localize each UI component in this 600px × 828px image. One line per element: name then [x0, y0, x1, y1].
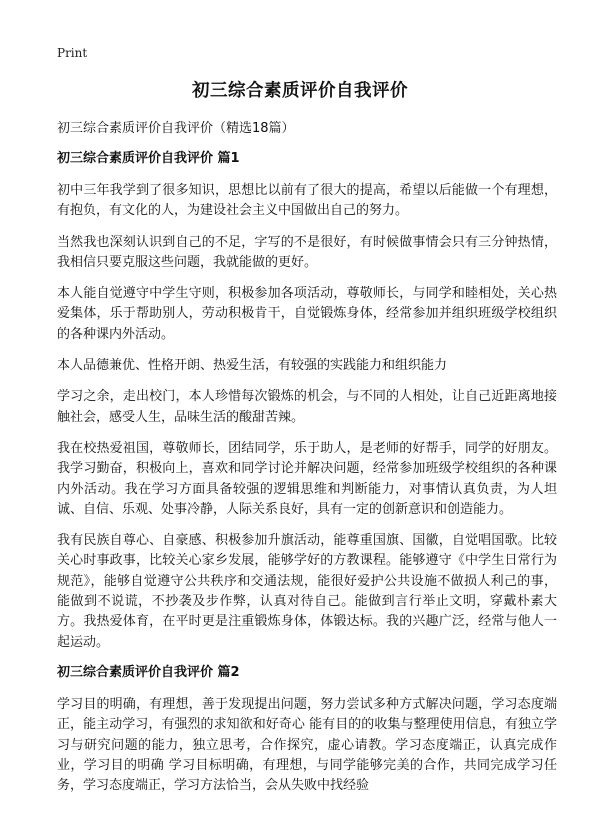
page-title: 初三综合素质评价自我评价 — [192, 81, 408, 101]
paragraph: 我在校热爱祖国，尊敬师长，团结同学，乐于助人，是老师的好帮手，同学的好朋友。我学习勤奋，积极向上，喜欢和同学讨论并解决问题，经常参加班级学校组织的各种课内外活动。我在学习方面具备较强的逻辑思维和判断能力，对事情认真负责，为人坦诚、自信、乐观、处事冷静，人际关系良好，具有一定的创新意识和创造能力。 — [57, 440, 557, 517]
print-link[interactable]: Print — [57, 46, 88, 60]
section-heading: 初三综合素质评价自我评价 篇1 — [57, 151, 240, 166]
document-body — [57, 150, 557, 807]
document-subtitle: 初三综合素质评价自我评价（精选18篇） — [57, 121, 295, 136]
paragraph: 本人能自觉遵守中学生守则，积极参加各项活动，尊敬师长，与同学和睦相处，关心热爱集体，乐于帮助别人，劳动积极肯干，自觉锻炼身体，经常参加并组织班级学校组织的各种课内外活动。 — [57, 286, 557, 342]
paragraph: 初中三年我学到了很多知识，思想比以前有了很大的提高，希望以后能做一个有理想，有抱负，有文化的人，为建设社会主义中国做出自己的努力。 — [57, 183, 557, 219]
section-2 — [57, 664, 557, 796]
section-1 — [57, 150, 557, 653]
paragraph: 我有民族自尊心、自豪感、积极参加升旗活动，能尊重国旗、国徽，自觉唱国歌。比较关心时事政事，比较关心家乡发展，能够学好的方教课程。能够遵守《中学生日常行为规范》，能够自觉遵守公共秩序和交通法规，能很好爱护公共设施不做损人利己的事，能做到不说谎，不抄袭及步作弊，认真对待自己。能做到言行举止文明，穿戴朴素大方。我热爱体育，在平时更是注重锻炼身体，体锻达标。我的兴趣广泛，经常与他人一起运动。 — [57, 533, 557, 650]
section-heading: 初三综合素质评价自我评价 篇2 — [57, 664, 240, 680]
paragraph: 当然我也深刻认识到自己的不足，字写的不是很好，有时候做事情会只有三分钟热情，我相信只要克服这些问题，我就能做的更好。 — [57, 234, 557, 270]
paragraph: 本人品德兼优、性格开朗、热爱生活，有较强的实践能力和组织能力 — [57, 358, 448, 374]
paragraph: 学习之余，走出校门，本人珍惜每次锻炼的机会，与不同的人相处，让自己近距离地接触社会，感受人生，品味生活的酸甜苦辣。 — [57, 389, 557, 425]
paragraph: 学习目的明确，有理想，善于发现提出问题，努力尝试多种方式解决问题，学习态度端正，能主动学习，有强烈的求知欲和好奇心 能有目的的收集与整理使用信息，有独立学习与研究问题的能力，独立思考，合作探究，虚心请教。学习态度端正，认真完成作业，学习目的明确 学习目标明确，有理想，与同学能够完美的合作，共同完成学习任务，学习态度端正，学习方法恰当，会从失败中找经验 — [57, 696, 557, 794]
